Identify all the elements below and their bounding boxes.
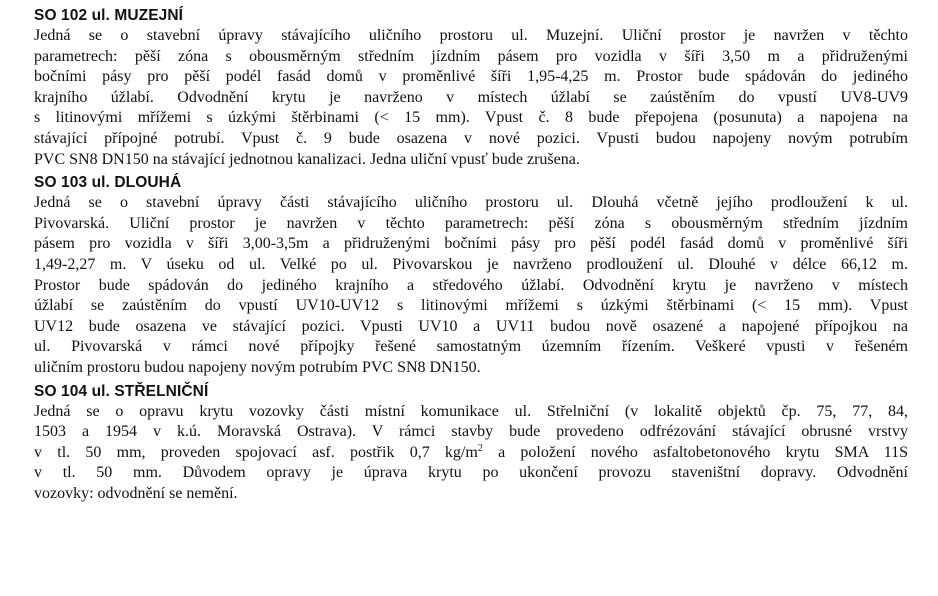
line-text: v tl. 50 mm, proveden spojovací asf. postřik 0,7 kg/m: [34, 443, 478, 461]
superscript: 2: [477, 442, 483, 454]
paragraph-line: 1,49-2,27 m. V úseku od ul. Velké po ul. Pivovarskou je navrženo prodloužení ul. Dlouhé v délce 66,12 m.: [34, 255, 908, 273]
paragraph-line: s litinovými mřížemi s úzkými štěrbinami (< 15 mm). Vpust č. 8 bude přepojena (posunuta) a napojena na: [34, 109, 908, 127]
paragraph-line: PVC SN8 DN150 na stávající jednotnou kanalizaci. Jedna uliční vpusť bude zrušena.: [34, 150, 580, 168]
paragraph-line: UV12 bude osazena ve stávající pozici. Vpusti UV10 a UV11 budou nově osazené a napojené přípojkou na: [34, 317, 908, 335]
paragraph-line: úžlabí se zaústěním do vpustí UV10-UV12 s litinovými mřížemi s úzkými štěrbinami (< 15 mm). Vpust: [34, 297, 908, 315]
paragraph-line: krajního úžlabí. Odvodnění krytu je navrženo v místech úžlabí se zaústěním do vpustí UV8-UV9: [34, 88, 908, 106]
paragraph-line: parametrech: pěší zóna s obousměrným středním jízdním pásem pro vozidla v šíři 3,50 m a přidruženými: [34, 47, 908, 65]
paragraph-line: Jedná se o stavební úpravy stávajícího uličního prostoru ul. Muzejní. Uliční prostor je navržen v těchto: [34, 27, 908, 44]
line-text-tail: a položení nového asfaltobetonového krytu SMA 11S: [482, 443, 909, 461]
paragraph-line: ul. Pivovarská v rámci nové přípojky řešené samostatným územním řízením. Veškeré vpusti v řešeném: [34, 338, 908, 356]
section-so-102: [34, 6, 908, 170]
paragraph-line-with-superscript: [34, 443, 908, 464]
section-so-103: [34, 173, 908, 378]
paragraph-line: stávající přípojné potrubí. Vpust č. 9 bude osazena v nové pozici. Vpusti budou napojeny novým potrubím: [34, 129, 908, 147]
paragraph-line: pásem pro vozidla v šíři 3,00-3,5m a přidruženými bočními pásy pro pěší podél fasád domů v proměnlivé šíři: [34, 235, 908, 253]
paragraph-line: Prostor bude spádován do jediného krajního a středového úžlabí. Odvodnění krytu je navrženo v místech: [34, 276, 908, 294]
paragraph-line: Jedná se o opravu krytu vozovky části místní komunikace ul. Střelniční (v lokalitě objektů čp. 75, 77, 84,: [34, 402, 908, 420]
section-heading: SO 102 ul. MUZEJNÍ: [34, 7, 184, 24]
paragraph-line: vozovky: odvodnění se nemění.: [34, 484, 238, 502]
paragraph-line: uličním prostoru budou napojeny novým potrubím PVC SN8 DN150.: [34, 358, 481, 376]
section-heading: SO 103 ul. DLOUHÁ: [34, 174, 182, 192]
section-heading: SO 104 ul. STŘELNIČNÍ: [34, 382, 209, 400]
paragraph-line: v tl. 50 mm. Důvodem opravy je úprava krytu po ukončení provozu staveništní dopravy. Odvodnění: [34, 464, 908, 482]
paragraph-line: Jedná se o stavební úpravy části stávajícího uličního prostoru ul. Dlouhá včetně jejího prodloužení k ul.: [34, 194, 908, 212]
section-so-104: [34, 382, 908, 505]
paragraph-line: Pivovarská. Uliční prostor je navržen v těchto parametrech: pěší zóna s obousměrným středním jízdním: [34, 214, 908, 232]
paragraph-line: 1503 a 1954 v k.ú. Moravská Ostrava). V rámci stavby bude provedeno odfrézování stávající obrusné vrstvy: [34, 423, 908, 441]
paragraph-line: bočními pásy pro pěší podél fasád domů v proměnlivé šíři 1,95-4,25 m. Prostor bude spádován do jediného: [34, 68, 908, 86]
